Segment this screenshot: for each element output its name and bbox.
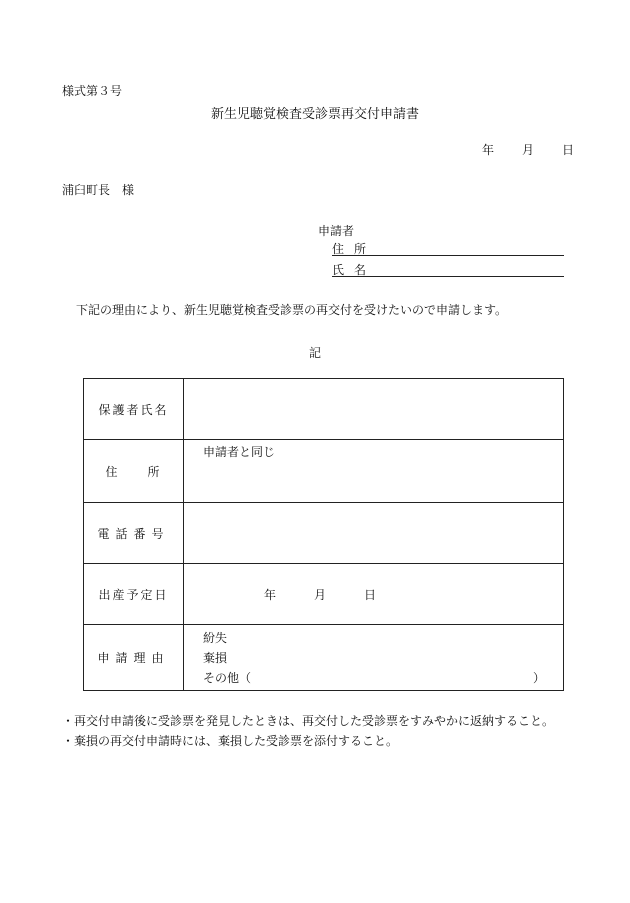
table-row [84, 564, 564, 625]
phone-label-cell [84, 503, 184, 564]
table-row [84, 503, 564, 564]
applicant-heading: 申請者 [318, 224, 355, 238]
applicant-name-field[interactable] [332, 261, 564, 277]
guardian-name-label: 保護者氏名 [98, 402, 169, 417]
address-note: 申請者と同じ [203, 445, 276, 459]
reason-other-open: その他（ [203, 670, 252, 685]
table-row [84, 440, 564, 503]
reason-label-cell [84, 625, 184, 691]
table-row [84, 379, 564, 440]
due-date-label-cell [84, 564, 184, 625]
reason-other-close: ） [533, 670, 546, 685]
reason-field[interactable] [184, 625, 564, 691]
due-year: 年 [264, 587, 277, 602]
phone-label: 電話番号 [97, 526, 170, 541]
due-date-label: 出産予定日 [98, 587, 169, 602]
due-date-field[interactable] [184, 564, 564, 625]
ki-heading: 記 [308, 346, 321, 360]
phone-field[interactable] [184, 503, 564, 564]
address-label: 住 所 [105, 464, 162, 479]
note-item: ・再交付申請後に受診票を発見したときは、再交付した受診票をすみやかに返納すること。 [62, 714, 555, 728]
reason-damaged[interactable]: 棄損 [203, 650, 228, 665]
guardian-name-field[interactable] [184, 379, 564, 440]
date-month: 月 [522, 143, 535, 157]
addressee: 浦臼町長 様 [62, 183, 135, 197]
due-month: 月 [314, 587, 327, 602]
reason-other[interactable] [203, 668, 563, 688]
date-line [482, 141, 582, 158]
date-year: 年 [482, 143, 495, 157]
reason-lost[interactable]: 紛失 [203, 630, 228, 645]
reason-label: 申請理由 [97, 651, 170, 665]
notes [62, 711, 554, 751]
applicant-address-field[interactable] [332, 240, 564, 256]
date-day: 日 [562, 143, 575, 157]
due-day: 日 [364, 587, 377, 602]
address-label-cell [84, 440, 184, 503]
address-field[interactable] [184, 440, 564, 503]
table-row [84, 625, 564, 691]
guardian-name-label-cell [84, 379, 184, 440]
intro-text: 下記の理由により、新生児聴覚検査受診票の再交付を受けたいので申請します。 [76, 303, 508, 317]
applicant-address-label: 住所 [332, 242, 377, 256]
note-item: ・棄損の再交付申請時には、棄損した受診票を添付すること。 [62, 734, 399, 748]
application-table [83, 378, 564, 691]
form-number: 様式第３号 [62, 84, 123, 98]
applicant-name-label: 氏名 [332, 263, 377, 277]
document-title: 新生児聴覚検査受診票再交付申請書 [210, 107, 419, 122]
